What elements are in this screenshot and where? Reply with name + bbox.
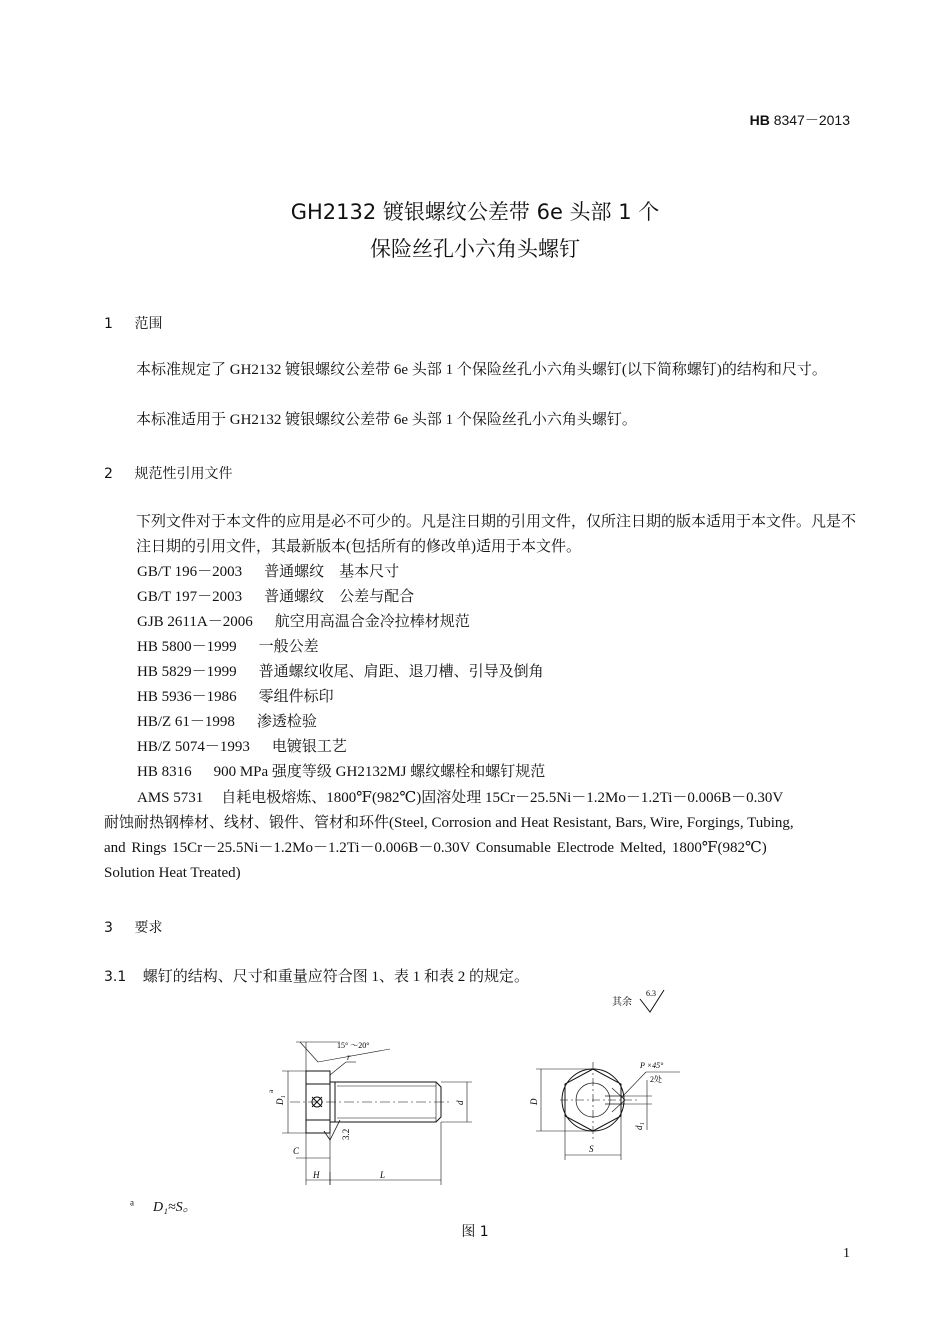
reference-ams-line1: 自耗电极熔炼、1800℉(982℃)固溶处理 15Cr－25.5Ni－1.2Mo－1.2Ti－0.006B－0.30V [221, 790, 784, 806]
document-title-line1: GH2132 镀银螺纹公差带 6e 头部 1 个 [290, 200, 660, 224]
section-heading-normative [104, 463, 232, 483]
section-heading-requirements [104, 917, 162, 937]
section-number: 3 [104, 920, 113, 936]
reference-title: 普通螺纹 基本尺寸 [264, 564, 400, 580]
reference-code: GJB 2611A－2006 [137, 614, 253, 630]
screw-side-view [282, 1042, 472, 1185]
reference-code: GB/T 196－2003 [137, 564, 243, 580]
reference-code: GB/T 197－2003 [137, 589, 243, 605]
scope-paragraph-1 [104, 358, 856, 383]
reference-title: 航空用高温合金冷拉棒材规范 [274, 614, 470, 630]
roughness-3-2-label: 3.2 [341, 1128, 351, 1140]
head-diameter-label: D₁ [275, 1095, 285, 1105]
section-heading-scope [104, 313, 162, 333]
standard-prefix: HB [749, 112, 770, 128]
reference-item [137, 685, 334, 710]
reference-code: HB 5936－1986 [137, 689, 237, 705]
section-title: 要求 [134, 920, 163, 936]
hole-d1-label: d₁ [634, 1122, 644, 1130]
chamfer-p-label: P ×45° [640, 1061, 664, 1070]
reference-title: 一般公差 [258, 639, 319, 655]
footnote-mark-a: a [267, 1089, 275, 1093]
length-label: L [380, 1170, 386, 1180]
scope-paragraph-2 [104, 408, 856, 433]
footnote [130, 1196, 197, 1216]
page-number: 1 [843, 1246, 850, 1261]
section-number: 2 [104, 466, 113, 482]
reference-title: 电镀银工艺 [271, 739, 347, 755]
normative-intro [104, 510, 856, 560]
head-height-label: H [313, 1170, 320, 1180]
thread-diameter-label: d [455, 1100, 465, 1105]
document-title-line2: 保险丝孔小六角头螺钉 [370, 237, 580, 261]
reference-ams-line4: Solution Heat Treated) [104, 865, 241, 881]
reference-code: HB 5800－1999 [137, 639, 237, 655]
normative-intro-text: 下列文件对于本文件的应用是必不可少的。凡是注日期的引用文件，仅所注日期的版本适用于本文件。凡是不注日期的引用文件，其最新版本(包括所有的修改单)适用于本文件。 [136, 514, 857, 555]
section-number: 1 [104, 316, 113, 332]
reference-code: HB/Z 61－1998 [137, 714, 235, 730]
reference-item [137, 585, 414, 610]
reference-item [137, 560, 399, 585]
reference-item [137, 710, 317, 735]
angle-label: 15° ～20° [337, 1041, 370, 1050]
head-d-label: D [529, 1098, 539, 1105]
chamfer-c-label: C [293, 1146, 300, 1156]
roughness-value: 6.3 [646, 989, 656, 998]
across-flats-label: S [589, 1144, 594, 1154]
reference-code: HB 5829－1999 [137, 664, 237, 680]
reference-title: 普通螺纹收尾、肩距、退刀槽、引导及倒角 [258, 664, 544, 680]
reference-code: HB/Z 5074－1993 [137, 739, 250, 755]
clause-text: 螺钉的结构、尺寸和重量应符合图 1、表 1 和表 2 的规定。 [142, 969, 530, 985]
reference-title: 零组件标印 [258, 689, 334, 705]
reference-code: HB 8316 [137, 764, 192, 780]
reference-ams-line3: and Rings 15Cr－25.5Ni－1.2Mo－1.2Ti－0.006B－0.30V Consumable Electrode Melted, 1800℉(982℃) [104, 840, 767, 856]
radius-label: r [347, 1052, 351, 1062]
reference-code: AMS 5731 [137, 790, 204, 806]
reference-item [137, 760, 545, 785]
reference-ams-line2: 耐蚀耐热钢棒材、线材、锻件、管材和环件(Steel, Corrosion and Heat Resistant, Bars, Wire, Forgings, Tubing, [104, 815, 794, 831]
reference-title: 渗透检验 [256, 714, 317, 730]
two-places-label: 2处 [650, 1075, 662, 1084]
reference-item [137, 635, 319, 660]
roughness-label: 其余 [612, 997, 632, 1008]
footnote-text: D₁≈S。 [153, 1200, 197, 1215]
scope-text-1: 本标准规定了 GH2132 镀银螺纹公差带 6e 头部 1 个保险丝孔小六角头螺钉(以下简称螺钉)的结构和尺寸。 [136, 362, 827, 378]
scope-text-2: 本标准适用于 GH2132 镀银螺纹公差带 6e 头部 1 个保险丝孔小六角头螺钉。 [136, 412, 637, 428]
reference-item [137, 660, 544, 685]
reference-title: 普通螺纹 公差与配合 [264, 589, 415, 605]
reference-title: 900 MPa 强度等级 GH2132MJ 螺纹螺栓和螺钉规范 [213, 764, 546, 780]
section-title: 范围 [134, 316, 163, 332]
reference-item [137, 610, 470, 635]
reference-item [137, 735, 347, 760]
reference-item-ams [137, 786, 783, 811]
figure-1-drawing [0, 980, 950, 1200]
standard-number [750, 110, 850, 130]
standard-code: 8347－2013 [773, 112, 850, 128]
section-title: 规范性引用文件 [134, 466, 233, 482]
footnote-mark: a [130, 1197, 134, 1208]
figure-caption: 图 1 [461, 1224, 489, 1240]
clause-number: 3.1 [104, 969, 127, 985]
